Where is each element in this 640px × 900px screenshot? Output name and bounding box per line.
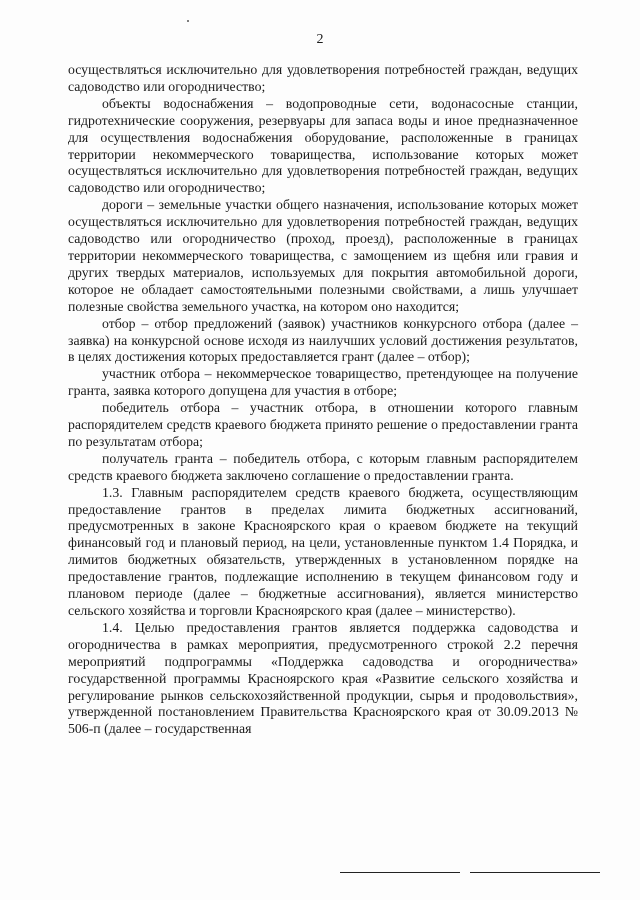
paragraph-winner: победитель отбора – участник отбора, в отношении которого главным распорядителем средств краевого бюджета принято решение о предоставлении гранта по результатам отбора; xyxy=(68,400,578,449)
footer-rule-left xyxy=(340,872,460,873)
page-number: 2 xyxy=(316,32,324,47)
document-body xyxy=(68,62,578,738)
scan-speck xyxy=(187,20,189,22)
paragraph-recipient: получатель гранта – победитель отбора, с которым главным распорядителем средств краевого бюджета заключено соглашение о предоставлении гранта. xyxy=(68,450,578,483)
paragraph-selection: отбор – отбор предложений (заявок) участников конкурсного отбора (далее – заявка) на конкурсной основе исходя из наилучших условий достижения результатов, в целях достижения которых предоставляется грант (далее – отбор); xyxy=(68,315,578,365)
paragraph-1-4: 1.4. Целью предоставления грантов является поддержка садоводства и огородничества в рамках мероприятия, предусмотренного строкой 2.2 перечня мероприятий подпрограммы «Поддержка садоводства и огородничества» государственной программы Красноярского края «Развитие сельского хозяйства и регулирование рынков сельскохозяйственной продукции, сырья и продовольствия», утвержденной постановлением Правительства Красноярского края от 30.09.2013 № 506-п (далее – государственная xyxy=(68,619,578,737)
paragraph-continuation: осуществляться исключительно для удовлетворения потребностей граждан, ведущих садоводство или огородничество; xyxy=(68,62,578,94)
paragraph-water-supply: объекты водоснабжения – водопроводные сети, водонасосные станции, гидротехнические сооружения, резервуары для запаса воды и иное предназначенное для осуществления водоснабжения оборудование, расположенные в границах территории некоммерческого товарищества, использование которых может осуществляться исключительно для удовлетворения потребностей граждан, ведущих садоводство или огородничество; xyxy=(68,95,578,196)
paragraph-participant: участник отбора – некоммерческое товарищество, претендующее на получение гранта, заявка которого допущена для участия в отборе; xyxy=(68,366,578,399)
footer-rule-right xyxy=(470,872,600,873)
paragraph-1-3: 1.3. Главным распорядителем средств краевого бюджета, осуществляющим предоставление грантов в пределах лимита бюджетных ассигнований, предусмотренных в законе Красноярского края о краевом бюджете на текущий финансовый год и плановый период, на цели, установленные пунктом 1.4 Порядка, и лимитов бюджетных обязательств, утвержденных в установленном порядке на предоставление грантов, подлежащие исполнению в текущем финансовом году и плановом периоде (далее – бюджетные ассигнования), является министерство сельского хозяйства и торговли Красноярского края (далее – министерство). xyxy=(68,484,578,618)
paragraph-roads: дороги – земельные участки общего назначения, использование которых может осуществляться исключительно для удовлетворения потребностей граждан, ведущих садоводство или огородничество (проход, проезд), расположенные в границах территории некоммерческого товарищества, с замощением из щебня или гравия и других твердых материалов, используемых для покрытия автомобильной дороги, которое не обладает самостоятельными полезными свойствами, а лишь улучшает полезные свойства земельного участка, на котором оно находится; xyxy=(68,197,578,314)
